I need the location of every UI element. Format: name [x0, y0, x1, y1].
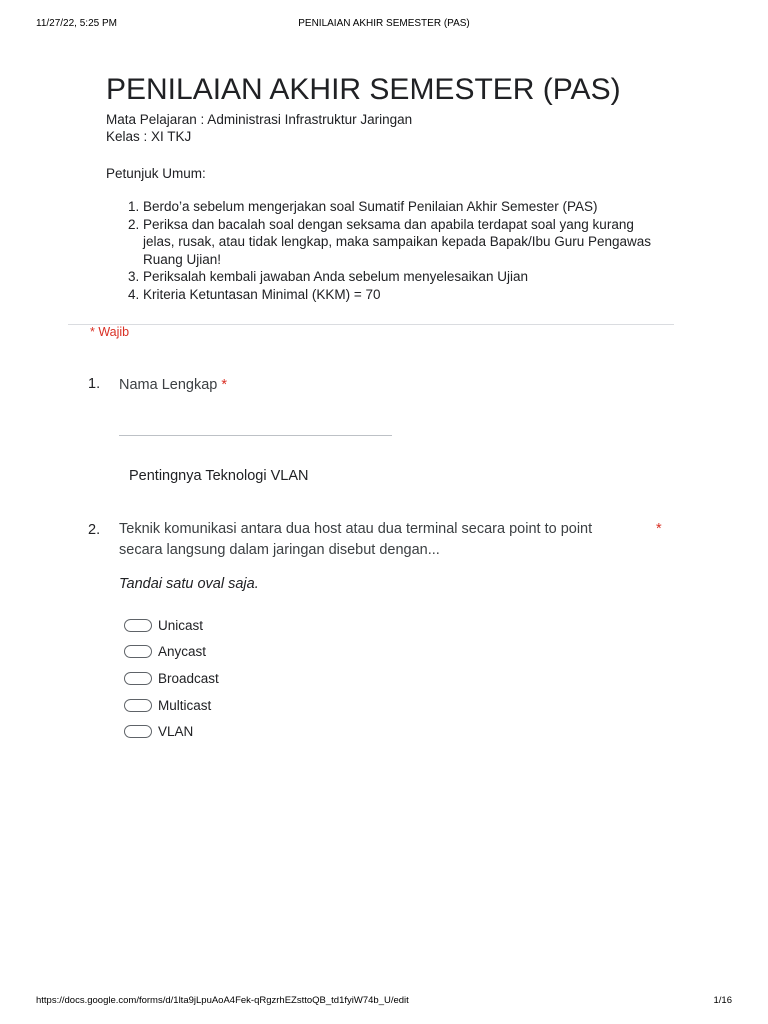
question-1-text: Nama Lengkap — [119, 377, 218, 393]
question-1-title — [119, 375, 227, 396]
radio-oval-icon[interactable] — [124, 645, 152, 658]
instruction-item: 3. Periksalah kembali jawaban Anda sebelum menyelesaikan Ujian — [143, 268, 666, 286]
radio-oval-icon[interactable] — [124, 619, 152, 632]
radio-oval-icon[interactable] — [124, 725, 152, 738]
instruction-item: 4. Kriteria Ketuntasan Minimal (KKM) = 70 — [143, 286, 666, 304]
option-unicast[interactable] — [124, 612, 219, 639]
option-broadcast[interactable] — [124, 665, 219, 692]
option-label: Anycast — [158, 644, 207, 660]
page-number: 1/16 — [713, 995, 732, 1006]
required-note: * Wajib — [90, 325, 130, 339]
section-title: Pentingnya Teknologi VLAN — [129, 468, 309, 484]
question-2-instruction: Tandai satu oval saja. — [119, 576, 259, 592]
required-asterisk: * — [656, 521, 662, 537]
page-url: https://docs.google.com/forms/d/1lta9jLpuAoA4Fek-qRgzrhEZsttoQB_td1fyiW74b_U/edit — [36, 995, 409, 1006]
question-2-text: Teknik komunikasi antara dua host atau dua terminal secara point to point secara langsung dalam jaringan disebut dengan... — [119, 521, 593, 558]
name-answer-field[interactable] — [119, 435, 392, 436]
option-label: Broadcast — [158, 670, 219, 686]
option-label: Multicast — [158, 697, 212, 713]
radio-oval-icon[interactable] — [124, 672, 152, 685]
print-header — [36, 18, 732, 30]
question-2-number: 2. — [88, 522, 101, 538]
form-title: PENILAIAN AKHIR SEMESTER (PAS) — [106, 73, 621, 106]
print-timestamp: 11/27/22, 5:25 PM — [36, 18, 117, 29]
instructions-list — [106, 198, 666, 303]
question-2-options — [124, 612, 219, 745]
option-multicast[interactable] — [124, 692, 219, 719]
option-label: VLAN — [158, 724, 194, 740]
option-vlan[interactable] — [124, 718, 219, 745]
instruction-item: 1. Berdo’a sebelum mengerjakan soal Sumatif Penilaian Akhir Semester (PAS) — [143, 198, 666, 216]
option-anycast[interactable] — [124, 639, 219, 666]
header-divider — [68, 324, 674, 325]
subject-line: Mata Pelajaran : Administrasi Infrastruktur Jaringan — [106, 112, 413, 127]
option-label: Unicast — [158, 617, 204, 633]
print-header-title: PENILAIAN AKHIR SEMESTER (PAS) — [298, 18, 470, 29]
class-line: Kelas : XI TKJ — [106, 129, 192, 144]
required-asterisk: * — [221, 377, 228, 393]
instructions-heading: Petunjuk Umum: — [106, 166, 206, 181]
form-description — [106, 111, 666, 303]
radio-oval-icon[interactable] — [124, 699, 152, 712]
instruction-item: 2. Periksa dan bacalah soal dengan seksama dan apabila terdapat soal yang kurang jelas, rusak, atau tidak lengkap, maka sampaikan kepada Bapak/Ibu Guru Pengawas Ruang Ujian! — [143, 216, 666, 269]
question-1-number: 1. — [88, 376, 101, 392]
